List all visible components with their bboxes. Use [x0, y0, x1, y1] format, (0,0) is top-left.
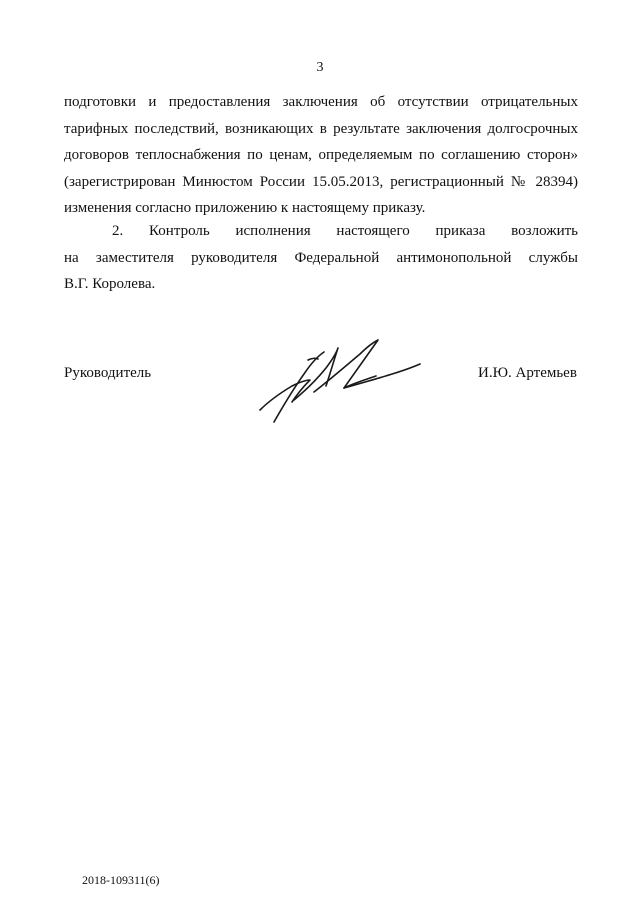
paragraph-2-line: В.Г. Королева. [64, 276, 156, 292]
handwritten-signature [252, 330, 427, 425]
paragraph-1-line: подготовки и предоставления заключения об отсутствии отрицательных [64, 94, 578, 110]
signer-role: Руководитель [64, 365, 152, 381]
page-number: 3 [316, 60, 324, 75]
document-number: 2018-109311(6) [82, 873, 160, 887]
paragraph-2 [64, 218, 578, 298]
signer-name: И.Ю. Артемьев [478, 365, 577, 381]
paragraph-1 [64, 89, 578, 222]
paragraph-1-line: договоров теплоснабжения по ценам, определяемым по соглашению сторон» [64, 147, 578, 163]
paragraph-1-line: (зарегистрирован Минюстом России 15.05.2013, регистрационный № 28394) [64, 173, 578, 190]
paragraph-1-line: тарифных последствий, возникающих в результате заключения долгосрочных [64, 120, 578, 137]
paragraph-2-line: на заместителя руководителя Федеральной антимонопольной службы [64, 249, 578, 266]
paragraph-2-line: 2. Контроль исполнения настоящего приказа возложить [112, 223, 578, 239]
paragraph-1-line: изменения согласно приложению к настоящему приказу. [64, 200, 426, 216]
